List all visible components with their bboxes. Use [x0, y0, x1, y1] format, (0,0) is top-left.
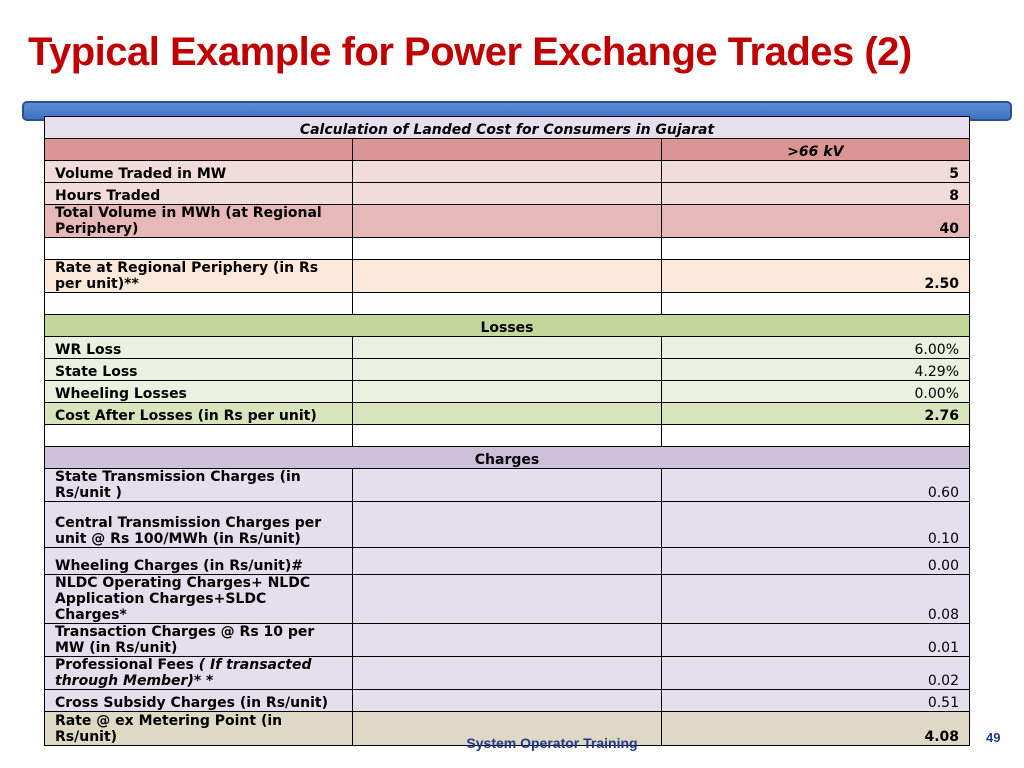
- page-number: 49: [986, 730, 1001, 745]
- row-label: Wheeling Losses: [45, 381, 353, 403]
- blank-row: [45, 238, 970, 260]
- section-header-losses: [45, 315, 970, 337]
- row-value: 2.50: [661, 260, 969, 293]
- slide-title: Typical Example for Power Exchange Trades (2): [28, 30, 912, 74]
- professional-fees-label: Professional Fees: [55, 657, 194, 673]
- table-caption-row: [45, 117, 970, 139]
- row-label: Total Volume in MWh (at Regional Periphery): [45, 205, 353, 238]
- table-row: [45, 337, 970, 359]
- row-label: Transaction Charges @ Rs 10 per MW (in Rs/unit): [45, 624, 353, 657]
- row-label: Cost After Losses (in Rs per unit): [45, 403, 353, 425]
- landed-cost-table: [44, 116, 970, 746]
- table-row: [45, 403, 970, 425]
- table-row: [45, 690, 970, 712]
- column-header-row: [45, 139, 970, 161]
- row-value: 0.00%: [661, 381, 969, 403]
- table-row: [45, 381, 970, 403]
- section-title: Charges: [45, 447, 970, 469]
- section-title: Losses: [45, 315, 970, 337]
- row-label: State Loss: [45, 359, 353, 381]
- row-label: [45, 657, 353, 690]
- row-label: State Transmission Charges (in Rs/unit ): [45, 469, 353, 502]
- row-value: 4.29%: [661, 359, 969, 381]
- column-header-voltage: >66 kV: [661, 139, 969, 161]
- row-label: WR Loss: [45, 337, 353, 359]
- row-label: Central Transmission Charges per unit @ Rs 100/MWh (in Rs/unit): [45, 502, 353, 548]
- row-value: 0.60: [661, 469, 969, 502]
- table-row: [45, 260, 970, 293]
- table-row: [45, 205, 970, 238]
- row-value: 0.51: [661, 690, 969, 712]
- table-row: [45, 502, 970, 548]
- row-value: 6.00%: [661, 337, 969, 359]
- row-value: 5: [661, 161, 969, 183]
- row-label: Wheeling Charges (in Rs/unit)#: [45, 548, 353, 575]
- table-row: [45, 469, 970, 502]
- table-row: [45, 359, 970, 381]
- row-label: Volume Traded in MW: [45, 161, 353, 183]
- row-label: NLDC Operating Charges+ NLDC Application Charges+SLDC Charges*: [45, 575, 353, 624]
- table-row: [45, 657, 970, 690]
- row-value: 40: [661, 205, 969, 238]
- footer-text: System Operator Training: [466, 735, 638, 751]
- row-value: 0.10: [661, 502, 969, 548]
- table-row: [45, 183, 970, 205]
- blank-row: [45, 425, 970, 447]
- row-value: 0.00: [661, 548, 969, 575]
- table-row: [45, 575, 970, 624]
- row-label: Hours Traded: [45, 183, 353, 205]
- row-value: 8: [661, 183, 969, 205]
- table-caption: Calculation of Landed Cost for Consumers in Gujarat: [45, 117, 970, 139]
- row-label: Rate @ ex Metering Point (in Rs/unit): [45, 712, 353, 746]
- row-value: 4.08: [661, 712, 969, 746]
- section-header-charges: [45, 447, 970, 469]
- table-row: [45, 548, 970, 575]
- row-value: 2.76: [661, 403, 969, 425]
- table-row: [45, 161, 970, 183]
- row-label: Rate at Regional Periphery (in Rs per unit)**: [45, 260, 353, 293]
- row-value: 0.08: [661, 575, 969, 624]
- row-value: 0.02: [661, 657, 969, 690]
- row-label: Cross Subsidy Charges (in Rs/unit): [45, 690, 353, 712]
- row-value: 0.01: [661, 624, 969, 657]
- blank-row: [45, 293, 970, 315]
- table-row: [45, 624, 970, 657]
- professional-fees-note: ( If transacted through Member)* *: [55, 657, 312, 689]
